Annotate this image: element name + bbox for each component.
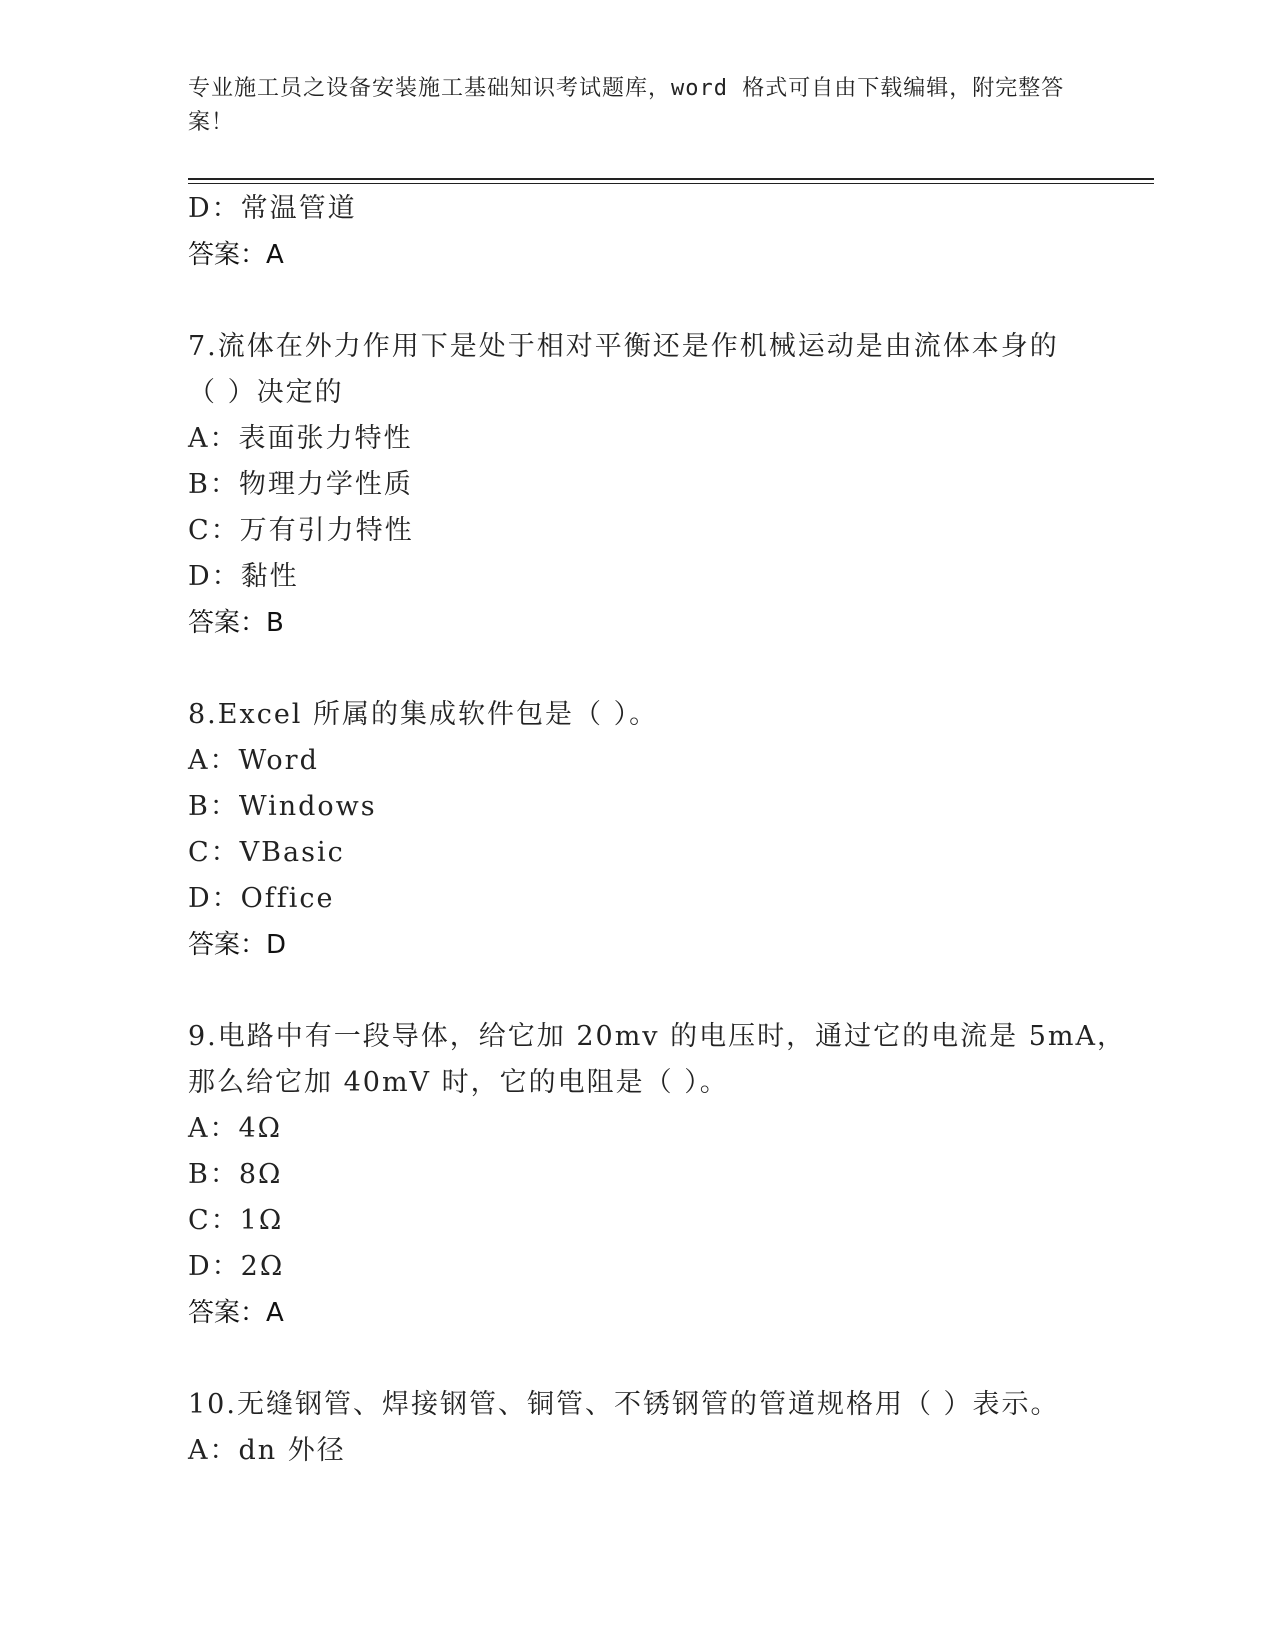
document-header: 专业施工员之设备安装施工基础知识考试题库，word 格式可自由下载编辑，附完整答案！ [188, 76, 1065, 135]
q8-stem: 8.Excel 所属的集成软件包是（ ）。 [188, 699, 659, 730]
spacer [188, 646, 1088, 692]
q10-stem: 10.无缝钢管、焊接钢管、铜管、不锈钢管的管道规格用（ ）表示。 [188, 1389, 1060, 1420]
q9-option-a: A：4Ω [188, 1113, 283, 1144]
header-rule-thin [188, 183, 1154, 184]
header-rule-thick [188, 178, 1154, 180]
q10-option-a: A：dn 外径 [188, 1435, 346, 1466]
q9-stem-line-1: 9.电路中有一段导体，给它加 20mv 的电压时，通过它的电流是 5mA， [188, 1021, 1126, 1052]
spacer [188, 278, 1088, 324]
q8-option-d: D：Office [188, 883, 335, 914]
spacer [188, 1336, 1088, 1382]
q7-option-a: A：表面张力特性 [188, 423, 413, 454]
q6-option-d: D：常温管道 [188, 193, 357, 224]
q7-option-d: D：黏性 [188, 561, 299, 592]
q7-answer: 答案：B [188, 608, 284, 638]
q7-option-b: B：物理力学性质 [188, 469, 413, 500]
q8-answer: 答案：D [188, 930, 287, 960]
q7-stem-line-2: （ ）决定的 [188, 377, 344, 408]
q9-answer: 答案：A [188, 1298, 284, 1328]
question-list [188, 186, 1126, 1474]
q7-option-c: C：万有引力特性 [188, 515, 414, 546]
q7-stem-line-1: 7.流体在外力作用下是处于相对平衡还是作机械运动是由流体本身的 [188, 331, 1059, 362]
q9-option-c: C：1Ω [188, 1205, 284, 1236]
q8-option-b: B：Windows [188, 791, 377, 822]
q6-answer: 答案：A [188, 240, 284, 270]
q8-option-a: A：Word [188, 745, 319, 776]
q9-option-d: D：2Ω [188, 1251, 285, 1282]
q8-option-c: C：VBasic [188, 837, 345, 868]
q9-stem-line-2: 那么给它加 40mV 时，它的电阻是（ ）。 [188, 1067, 729, 1098]
q9-option-b: B：8Ω [188, 1159, 283, 1190]
spacer [188, 968, 1088, 1014]
